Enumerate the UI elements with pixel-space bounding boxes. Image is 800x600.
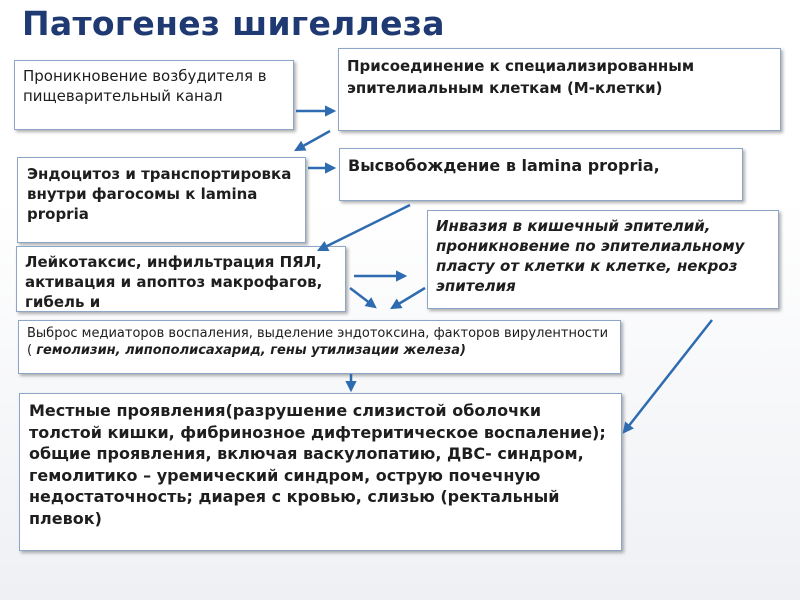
box-endocytosis	[17, 157, 306, 243]
arrow-attachment-to-endocytosis	[296, 131, 330, 150]
box-release	[339, 148, 743, 201]
box-endocytosis-text: Эндоцитоз и транспортировка внутри фагосомы к lamina propria	[27, 165, 292, 223]
slide-title: Патогенез шигеллеза	[22, 4, 445, 43]
box-invasion	[427, 210, 779, 309]
box-invasion-text: Инвазия в кишечный эпителий, проникновение по эпителиальному пласту от клетки к клетке, некроз эпителия	[436, 217, 745, 295]
box-penetration-text: Проникновение возбудителя в пищеварительный канал	[23, 67, 267, 105]
arrow-leukotaxis-to-mediators	[350, 288, 375, 307]
box-manifestations	[19, 393, 622, 551]
box-leukotaxis	[16, 246, 346, 312]
box-release-text: Высвобождение в lamina propria,	[348, 156, 660, 175]
box-attachment	[338, 48, 781, 131]
box-penetration	[14, 60, 294, 130]
mediators-plain-text: Выброс медиаторов воспаления, выделение эндотоксина, факторов вирулентности (	[27, 326, 609, 358]
box-mediators-text	[27, 325, 612, 359]
box-attachment-text: Присоединение к специализированным эпителиальным клеткам (М-клетки)	[347, 57, 695, 97]
arrow-invasion-to-manifestations	[624, 320, 712, 432]
arrow-invasion-to-mediators	[392, 288, 425, 308]
box-mediators	[18, 320, 621, 374]
box-leukotaxis-text: Лейкотаксис, инфильтрация ПЯЛ, активация и апоптоз макрофагов, гибель и	[25, 253, 323, 311]
box-manifestations-text: Местные проявления(разрушение слизистой оболочки толстой кишки, фибринозное дифтеритическое воспаление); общие проявления, включая васкулопатию, ДВС- синдром, гемолитико – уремический синдром, острую почечную недостаточность; диарея с кровью, слизью (ректальный плевок)	[29, 401, 606, 528]
arrow-release-to-leukotaxis	[319, 205, 410, 250]
mediators-italic-text: гемолизин, липополисахарид, гены утилизации железа)	[36, 343, 466, 358]
